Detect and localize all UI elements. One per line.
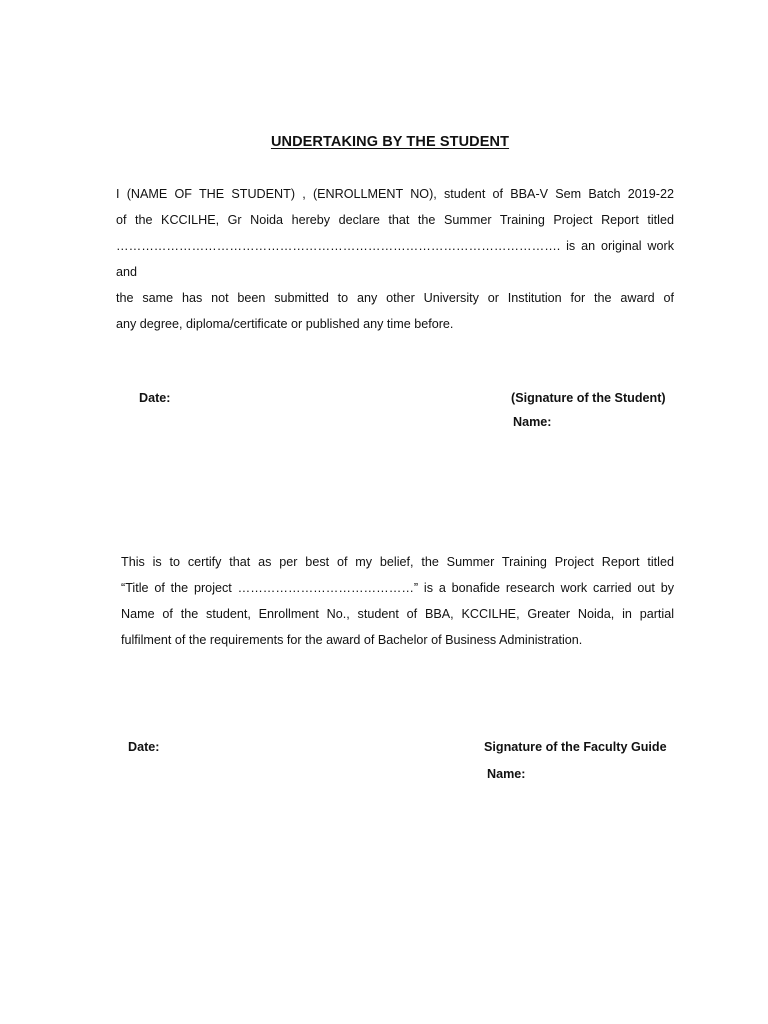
certificate-paragraph	[121, 549, 674, 653]
certificate-line: This is to certify that as per best of my belief, the Summer Training Project Report titled	[121, 555, 674, 569]
undertaking-line: of the KCCILHE, Gr Noida hereby declare that the Summer Training Project Report titled	[116, 213, 674, 227]
undertaking-line: any degree, diploma/certificate or published any time before.	[116, 317, 454, 331]
guide-name-label: Name:	[487, 767, 526, 781]
certificate-line: “Title of the project ……………………………………” is a bonafide research work carried out by	[121, 581, 674, 595]
student-signature-label: (Signature of the Student)	[511, 391, 666, 405]
guide-date-label: Date:	[128, 740, 160, 754]
undertaking-line: I (NAME OF THE STUDENT) , (ENROLLMENT NO), student of BBA-V Sem Batch 2019-22	[116, 187, 674, 201]
certificate-line: fulfilment of the requirements for the award of Bachelor of Business Administration.	[121, 633, 583, 647]
undertaking-paragraph	[116, 181, 674, 337]
undertaking-line: the same has not been submitted to any other University or Institution for the award of	[116, 291, 674, 305]
guide-signature-label: Signature of the Faculty Guide	[484, 740, 667, 754]
student-name-label: Name:	[513, 415, 552, 429]
document-title: UNDERTAKING BY THE STUDENT	[270, 134, 510, 150]
student-date-label: Date:	[139, 391, 171, 405]
certificate-line: Name of the student, Enrollment No., student of BBA, KCCILHE, Greater Noida, in partial	[121, 607, 674, 621]
undertaking-line: ……………………………………………………………………………………………. is an original work and	[116, 239, 674, 279]
